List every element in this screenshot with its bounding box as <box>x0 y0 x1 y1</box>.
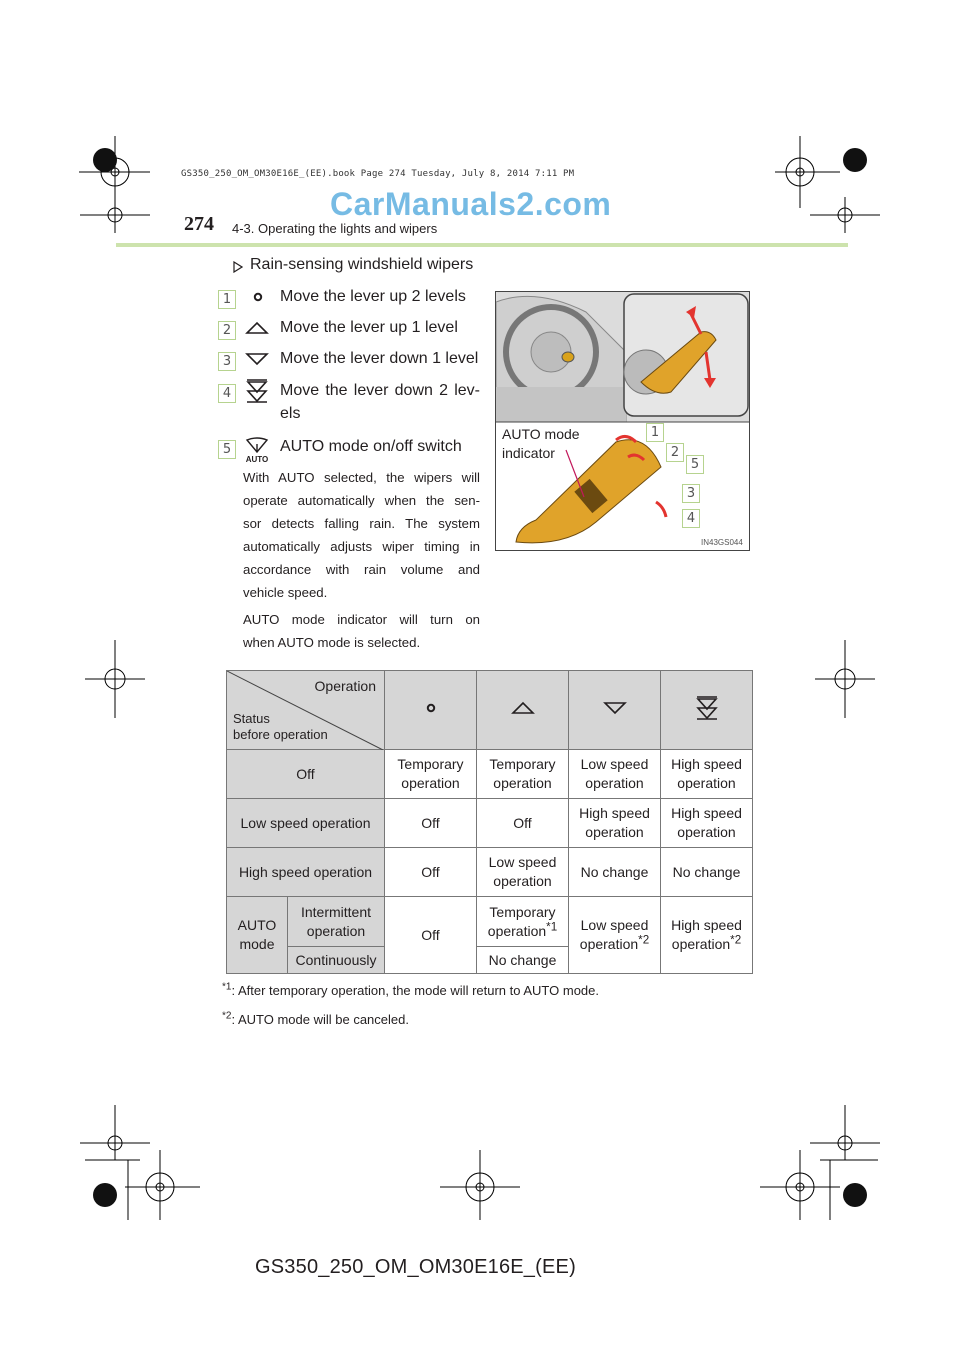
item-text-4: Move the lever down 2 lev- <box>280 382 480 399</box>
table-cell: Off <box>385 848 477 897</box>
footnote-mark: *2 <box>222 1010 232 1022</box>
cell-text: High speed operation <box>671 917 742 952</box>
figure-callout-5: 5 <box>686 455 704 474</box>
paragraph-line: accordance with rain volume and <box>243 562 480 577</box>
table-row <box>227 750 753 799</box>
paragraph-line: automatically adjusts wiper timing in <box>243 539 480 554</box>
corner-operation-label: Operation <box>314 678 376 694</box>
page-number: 274 <box>184 213 214 235</box>
col-header-up <box>477 671 569 750</box>
col-header-down <box>569 671 661 750</box>
corner-status-line: before operation <box>233 727 328 742</box>
paragraph-indicator <box>243 608 480 654</box>
table-cell: Off <box>385 799 477 848</box>
cell-text: Temporary operation <box>487 903 556 939</box>
figure-callout-4: 4 <box>682 509 700 528</box>
table-cell: High speed operation <box>569 799 661 848</box>
figure-callout-3: 3 <box>682 484 700 503</box>
book-info: GS350_250_OM_OM30E16E_(EE).book Page 274 Tuesday, July 8, 2014 7:11 PM <box>181 169 575 179</box>
header-rule <box>116 243 848 247</box>
table-cell <box>661 897 753 974</box>
double-triangle-down-icon <box>244 378 270 409</box>
paragraph-line: operate automatically when the sen- <box>243 493 480 508</box>
footnote-text: : After temporary operation, the mode will return to AUTO mode. <box>231 983 599 998</box>
auto-indicator-label <box>502 425 580 463</box>
item-text-2: Move the lever up 1 level <box>280 319 458 336</box>
item-text-3: Move the lever down 1 level <box>280 350 479 367</box>
item-text-5: AUTO mode on/off switch <box>280 438 462 455</box>
paragraph-line: when AUTO mode is selected. <box>243 635 421 650</box>
corner-status-line: Status <box>233 711 270 726</box>
callout-number-2: 2 <box>218 321 236 340</box>
footer-doc-code: GS350_250_OM_OM30E16E_(EE) <box>255 1256 576 1278</box>
callout-number-5: 5 <box>218 440 236 459</box>
footnote-text: : AUTO mode will be canceled. <box>231 1012 409 1027</box>
paragraph-line: AUTO mode indicator will turn on <box>243 612 480 627</box>
bullet-triangle-icon <box>233 260 243 278</box>
label-line: AUTO mode <box>502 426 580 442</box>
status-cell: High speed operation <box>227 848 385 897</box>
table-row <box>227 848 753 897</box>
footnote-mark: *1 <box>222 981 232 993</box>
table-row <box>227 799 753 848</box>
status-cell: Off <box>227 750 385 799</box>
circle-icon <box>423 700 439 716</box>
auto-status-cell: AUTO mode <box>227 897 288 974</box>
table-cell: Low speed operation <box>569 750 661 799</box>
paragraph-line: vehicle speed. <box>243 585 328 600</box>
watermark: CarManuals2.com <box>330 186 612 222</box>
table-row <box>227 897 753 947</box>
wiper-operation-table <box>226 670 753 974</box>
auto-sub-status-cell: Continuously <box>288 947 385 974</box>
col-header-circle <box>385 671 477 750</box>
table-cell: Temporary operation <box>385 750 477 799</box>
table-cell: Low speed operation <box>477 848 569 897</box>
footnote-2 <box>222 1012 409 1027</box>
table-cell: Off <box>385 897 477 974</box>
section-title: 4-3. Operating the lights and wipers <box>232 221 438 236</box>
table-cell <box>569 897 661 974</box>
footnote-1 <box>222 983 599 998</box>
figure-callout-2: 2 <box>666 443 684 462</box>
callout-number-4: 4 <box>218 384 236 403</box>
triangle-up-icon <box>244 320 270 341</box>
item-text-1: Move the lever up 2 levels <box>280 288 466 305</box>
figure-code: IN43GS044 <box>701 538 743 547</box>
callout-number-1: 1 <box>218 290 236 309</box>
figure-callout-1: 1 <box>646 423 664 442</box>
auto-sub-status-cell: Intermittent operation <box>288 897 385 947</box>
table-cell: High speed operation <box>661 799 753 848</box>
item-text-4-cont: els <box>280 405 301 422</box>
table-corner-cell <box>227 671 385 750</box>
paragraph-auto-description <box>243 466 480 604</box>
table-cell: Off <box>477 799 569 848</box>
table-cell: High speed operation <box>661 750 753 799</box>
subheading: Rain-sensing windshield wipers <box>250 256 474 273</box>
corner-status-label <box>233 711 328 743</box>
table-cell: No change <box>661 848 753 897</box>
footnote-mark: *2 <box>638 933 650 947</box>
cell-text: Low speed operation <box>579 917 649 952</box>
callout-number-3: 3 <box>218 352 236 371</box>
wiper-lever-illustration <box>496 292 750 551</box>
wiper-lever-figure <box>495 291 750 551</box>
auto-wiper-icon <box>242 436 272 469</box>
table-cell: No change <box>569 848 661 897</box>
col-header-double-down <box>661 671 753 750</box>
svg-text:AUTO: AUTO <box>245 455 269 464</box>
table-cell: No change <box>477 947 569 974</box>
paragraph-line: With AUTO selected, the wipers will <box>243 470 480 485</box>
status-cell: Low speed operation <box>227 799 385 848</box>
triangle-down-icon <box>602 700 628 716</box>
table-cell <box>477 897 569 947</box>
circle-icon <box>250 289 266 310</box>
double-triangle-down-icon <box>694 695 720 721</box>
label-line: indicator <box>502 445 555 461</box>
table-cell: Temporary operation <box>477 750 569 799</box>
paragraph-line: sor detects falling rain. The system <box>243 516 480 531</box>
triangle-up-icon <box>510 700 536 716</box>
footnote-mark: *2 <box>730 933 742 947</box>
footnote-mark: *1 <box>546 919 558 933</box>
triangle-down-icon <box>244 351 270 372</box>
